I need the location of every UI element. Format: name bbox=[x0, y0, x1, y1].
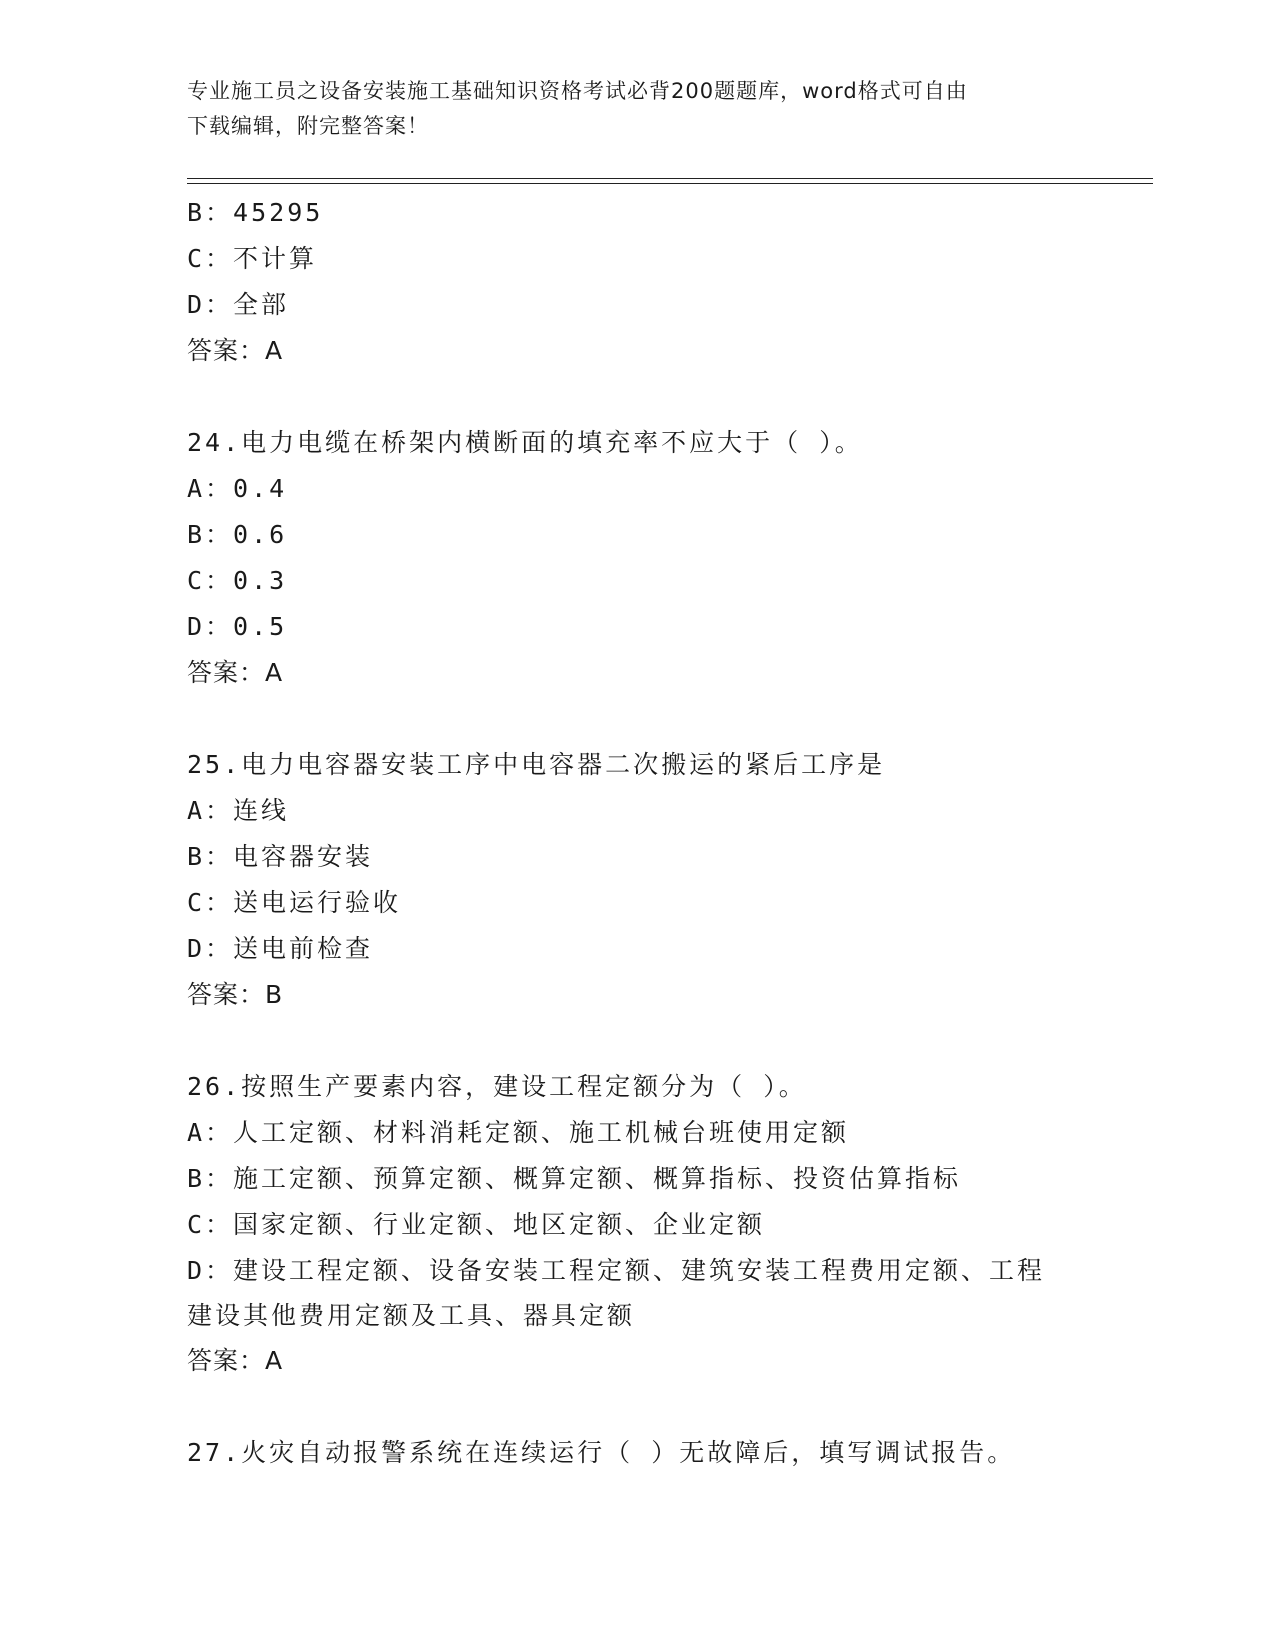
document-body bbox=[187, 190, 1087, 1476]
answer: 答案：B bbox=[187, 980, 284, 1009]
header-line-2: 下载编辑，附完整答案！ bbox=[187, 114, 429, 138]
question-27 bbox=[187, 1430, 1087, 1476]
option-b: B：施工定额、预算定额、概算定额、概算指标、投资估算指标 bbox=[187, 1164, 962, 1193]
option-b: B：45295 bbox=[187, 198, 324, 227]
question-24 bbox=[187, 420, 1087, 696]
spacer bbox=[187, 696, 1087, 742]
header-rule-top bbox=[187, 178, 1153, 179]
option-d: D：建设工程定额、设备安装工程定额、建筑安装工程费用定额、工程 bbox=[187, 1256, 1046, 1285]
option-d: D：0.5 bbox=[187, 612, 288, 641]
option-a: A：人工定额、材料消耗定额、施工机械台班使用定额 bbox=[187, 1118, 850, 1147]
answer: 答案：A bbox=[187, 336, 284, 365]
spacer bbox=[187, 1384, 1087, 1430]
option-d-continuation: 建设其他费用定额及工具、器具定额 bbox=[187, 1301, 636, 1330]
question-stem: 27.火灾自动报警系统在连续运行（ ）无故障后，填写调试报告。 bbox=[187, 1438, 1016, 1467]
question-stem: 26.按照生产要素内容，建设工程定额分为（ ）。 bbox=[187, 1072, 807, 1101]
option-a: A：连线 bbox=[187, 796, 290, 825]
option-b: B：电容器安装 bbox=[187, 842, 374, 871]
document-header bbox=[187, 74, 1087, 144]
answer: 答案：A bbox=[187, 1346, 284, 1375]
question-stem: 24.电力电缆在桥架内横断面的填充率不应大于（ ）。 bbox=[187, 428, 863, 457]
question-stem: 25.电力电容器安装工序中电容器二次搬运的紧后工序是 bbox=[187, 750, 886, 779]
question-23-tail bbox=[187, 190, 1087, 374]
option-d: D：全部 bbox=[187, 290, 290, 319]
spacer bbox=[187, 1018, 1087, 1064]
question-25 bbox=[187, 742, 1087, 1018]
option-c: C：不计算 bbox=[187, 244, 318, 273]
option-c: C：0.3 bbox=[187, 566, 288, 595]
option-b: B：0.6 bbox=[187, 520, 288, 549]
answer: 答案：A bbox=[187, 658, 284, 687]
option-c: C：送电运行验收 bbox=[187, 888, 402, 917]
spacer bbox=[187, 374, 1087, 420]
option-a: A：0.4 bbox=[187, 474, 288, 503]
option-d: D：送电前检查 bbox=[187, 934, 374, 963]
option-c: C：国家定额、行业定额、地区定额、企业定额 bbox=[187, 1210, 766, 1239]
header-line-1: 专业施工员之设备安装施工基础知识资格考试必背200题题库，word格式可自由 bbox=[187, 79, 968, 103]
question-26 bbox=[187, 1064, 1087, 1384]
header-rule-bottom bbox=[187, 183, 1153, 184]
